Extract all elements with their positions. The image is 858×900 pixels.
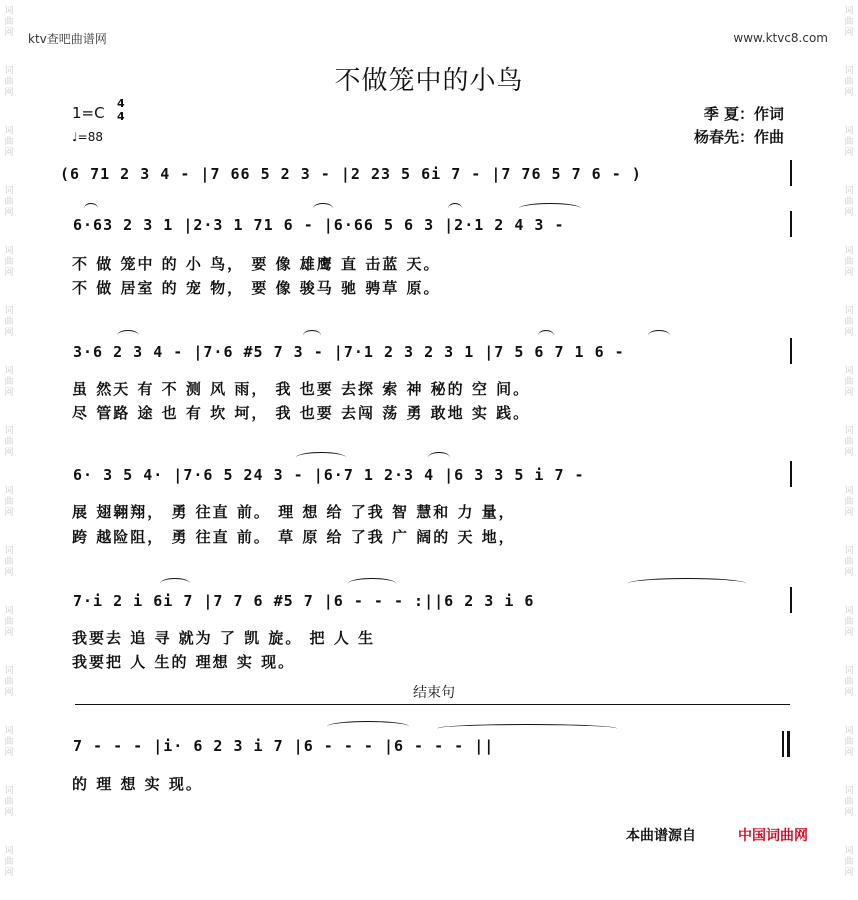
slur (428, 452, 450, 463)
row-3-end-barline (790, 338, 792, 364)
slur (519, 203, 581, 214)
slur (84, 203, 98, 214)
watermark-text: 词 曲 网 (4, 786, 14, 818)
ending-label: 结束句 (413, 685, 455, 701)
slur (327, 721, 409, 732)
row-2-lyrics-verse-1: 不 做 笼中 的 小 鸟， 要 像 雄鹰 直 击蓝 天。 (72, 255, 441, 273)
row-4-lyrics-verse-1: 展 翅翱翔， 勇 往直 前。 理 想 给 了我 智 慧和 力 量， (72, 503, 516, 521)
watermark-text: 词 曲 网 (4, 846, 14, 878)
lyricist-credit: 季 夏：作词 (703, 105, 784, 123)
watermark-text: 词 曲 网 (844, 426, 854, 458)
score-row-6-notes: 7 - - - |i· 6 2 3 i 7 |6 - - - |6 - - - || (73, 737, 495, 755)
score-row-4-notes: 6· 3 5 4· |7·6 5 24 3 - |6·7 1 2·3 4 |6 3 3 5 i 7 - (73, 466, 585, 484)
slur (303, 330, 321, 341)
slur (296, 452, 346, 463)
score-row-3-notes: 3·6 2 3 4 - |7·6 #5 7 3 - |7·1 2 3 2 3 1 |7 5 6 7 1 6 - (73, 343, 625, 361)
row-2-lyrics-verse-2: 不 做 居室 的 宠 物， 要 像 骏马 驰 骋草 原。 (72, 279, 441, 297)
watermark-text: 词 曲 网 (844, 666, 854, 698)
watermark-text: 词 曲 网 (844, 486, 854, 518)
slur (538, 330, 554, 341)
slur (117, 330, 139, 341)
final-barline-thick (787, 731, 790, 757)
watermark-text: 词 曲 网 (844, 66, 854, 98)
slur (160, 578, 190, 589)
time-signature (117, 97, 125, 123)
slur (628, 578, 746, 589)
ending-bracket-line (75, 704, 790, 705)
site-name-left: ktv查吧曲谱网 (28, 32, 107, 46)
score-row-5-notes: 7·i 2 i 6i 7 |7 7 6 #5 7 |6 - - - :||6 2 3 i 6 (73, 592, 535, 610)
slur (448, 203, 462, 214)
time-bottom: 4 (117, 110, 125, 123)
watermark-text: 词 曲 网 (4, 606, 14, 638)
row-2-end-barline (790, 211, 792, 237)
watermark-text: 词 曲 网 (844, 846, 854, 878)
watermark-text: 词 曲 网 (4, 6, 14, 38)
final-barline-thin (782, 731, 784, 757)
watermark-text: 词 曲 网 (4, 126, 14, 158)
watermark-text: 词 曲 网 (844, 366, 854, 398)
watermark-text: 词 曲 网 (4, 426, 14, 458)
watermark-text: 词 曲 网 (4, 546, 14, 578)
watermark-text: 词 曲 网 (4, 726, 14, 758)
watermark-right (842, 0, 856, 878)
row-6-lyrics: 的 理 想 实 现。 (72, 775, 203, 793)
watermark-text: 词 曲 网 (844, 186, 854, 218)
score-row-2-notes: 6·63 2 3 1 |2·3 1 71 6 - |6·66 5 6 3 |2·1 2 4 3 - (73, 216, 565, 234)
watermark-text: 词 曲 网 (4, 666, 14, 698)
row-5-lyrics-verse-2: 我要把 人 生的 理想 实 现。 (72, 653, 296, 671)
watermark-text: 词 曲 网 (844, 246, 854, 278)
row-5-lyrics-verse-1: 我要去 追 寻 就为 了 凯 旋。 把 人 生 (72, 629, 376, 647)
watermark-text: 词 曲 网 (4, 366, 14, 398)
tie (437, 724, 617, 733)
footer-source-label: 本曲谱源自 (626, 828, 696, 844)
slur (348, 578, 396, 589)
score-row-1-notes: (6 71 2 3 4 - |7 66 5 2 3 - |2 23 5 6i 7 - |7 76 5 7 6 - ) (60, 165, 642, 183)
row-4-lyrics-verse-2: 跨 越险阻， 勇 往直 前。 草 原 给 了我 广 阔的 天 地， (72, 528, 516, 546)
watermark-text: 词 曲 网 (4, 246, 14, 278)
watermark-text: 词 曲 网 (844, 606, 854, 638)
watermark-left (2, 0, 16, 878)
composer-credit: 杨春先：作曲 (693, 128, 784, 146)
watermark-text: 词 曲 网 (844, 126, 854, 158)
row-1-end-barline (790, 160, 792, 186)
row-4-end-barline (790, 461, 792, 487)
slur (648, 330, 670, 341)
time-top: 4 (117, 97, 125, 110)
song-title: 不做笼中的小鸟 (334, 66, 524, 96)
watermark-text: 词 曲 网 (844, 786, 854, 818)
tempo-marking: ♩=88 (72, 130, 103, 144)
watermark-text: 词 曲 网 (844, 546, 854, 578)
watermark-text: 词 曲 网 (844, 306, 854, 338)
footer-site-link[interactable]: 中国词曲网 (738, 828, 808, 844)
watermark-text: 词 曲 网 (4, 186, 14, 218)
key-signature: 1=C (72, 104, 105, 122)
watermark-text: 词 曲 网 (844, 6, 854, 38)
site-url-right: www.ktvc8.com (733, 31, 828, 45)
watermark-text: 词 曲 网 (4, 306, 14, 338)
watermark-text: 词 曲 网 (4, 486, 14, 518)
row-3-lyrics-verse-1: 虽 然天 有 不 测 风 雨， 我 也要 去探 索 神 秘的 空 间。 (72, 380, 531, 398)
row-3-lyrics-verse-2: 尽 管路 途 也 有 坎 坷， 我 也要 去闯 荡 勇 敢地 实 践。 (72, 404, 531, 422)
watermark-text: 词 曲 网 (844, 726, 854, 758)
slur (313, 203, 333, 214)
row-5-end-barline (790, 587, 792, 613)
watermark-text: 词 曲 网 (4, 66, 14, 98)
